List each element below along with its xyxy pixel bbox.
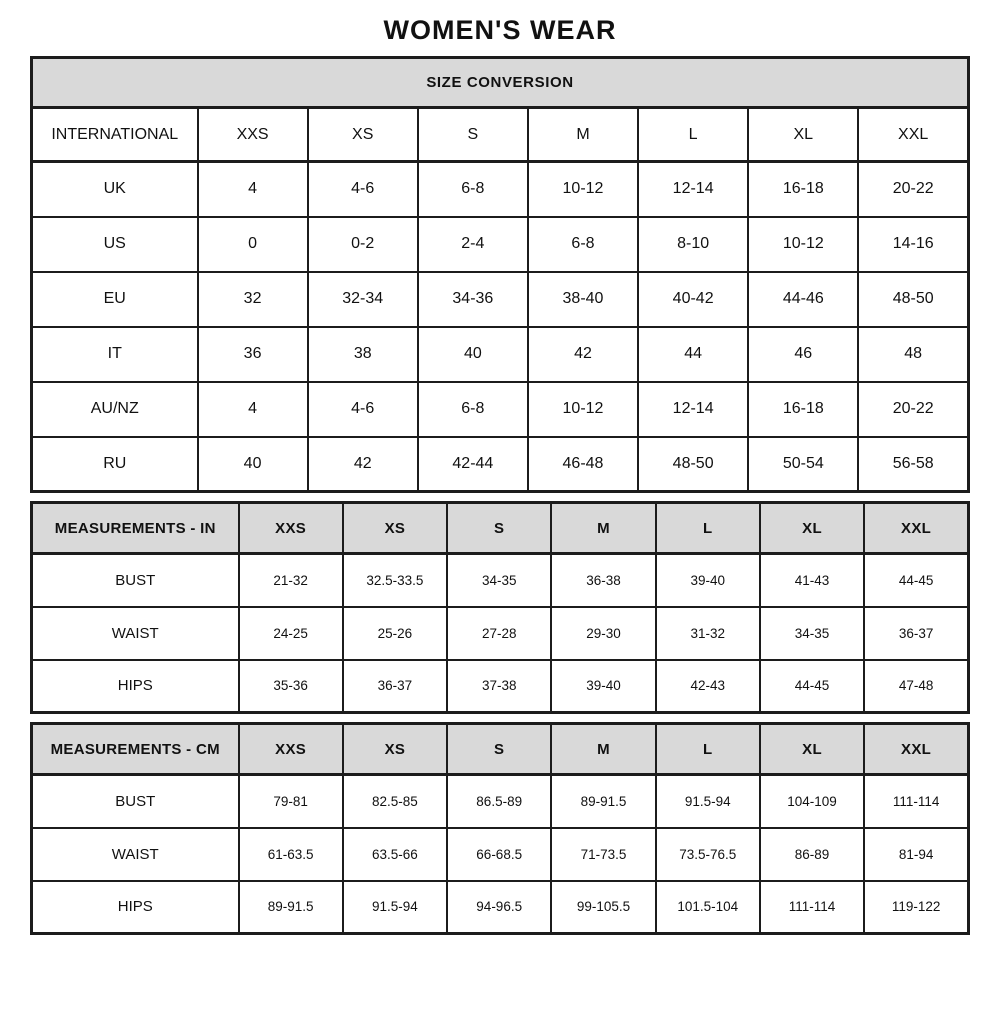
table-cell: 34-36 bbox=[418, 272, 528, 327]
table-cell: 36 bbox=[198, 327, 308, 382]
table-cell: 89-91.5 bbox=[239, 881, 343, 934]
table-cell: 46 bbox=[748, 327, 858, 382]
table-row bbox=[32, 660, 969, 713]
table-cell: 73.5-76.5 bbox=[656, 828, 760, 881]
table-cell: 38 bbox=[308, 327, 418, 382]
size-conversion-columns-row bbox=[32, 108, 969, 162]
table-cell: 41-43 bbox=[760, 554, 864, 607]
table-cell: 61-63.5 bbox=[239, 828, 343, 881]
table-cell: 8-10 bbox=[638, 217, 748, 272]
table-row bbox=[32, 272, 969, 327]
table-cell: 71-73.5 bbox=[551, 828, 655, 881]
table-row bbox=[32, 217, 969, 272]
table-cell: 34-35 bbox=[760, 607, 864, 660]
table-cell: 12-14 bbox=[638, 162, 748, 217]
table-cell: 21-32 bbox=[239, 554, 343, 607]
row-label: UK bbox=[32, 162, 198, 217]
table-cell: 6-8 bbox=[528, 217, 638, 272]
column-header: XS bbox=[308, 108, 418, 162]
table-cell: 36-37 bbox=[343, 660, 447, 713]
table-cell: 20-22 bbox=[858, 382, 968, 437]
size-column-header: XXL bbox=[864, 503, 968, 554]
page-title: WOMEN'S WEAR bbox=[383, 15, 617, 45]
size-column-header: XL bbox=[760, 724, 864, 775]
table-cell: 48-50 bbox=[638, 437, 748, 492]
table-cell: 94-96.5 bbox=[447, 881, 551, 934]
table-cell: 27-28 bbox=[447, 607, 551, 660]
table-cell: 34-35 bbox=[447, 554, 551, 607]
row-label: US bbox=[32, 217, 198, 272]
table-cell: 14-16 bbox=[858, 217, 968, 272]
measurements-in-header-row bbox=[32, 503, 969, 554]
table-cell: 101.5-104 bbox=[656, 881, 760, 934]
table-row bbox=[32, 775, 969, 828]
row-label: AU/NZ bbox=[32, 382, 198, 437]
table-cell: 10-12 bbox=[748, 217, 858, 272]
table-cell: 119-122 bbox=[864, 881, 968, 934]
table-cell: 40-42 bbox=[638, 272, 748, 327]
column-header: S bbox=[418, 108, 528, 162]
table-row bbox=[32, 382, 969, 437]
column-header: XXS bbox=[198, 108, 308, 162]
table-cell: 4 bbox=[198, 382, 308, 437]
table-cell: 4-6 bbox=[308, 162, 418, 217]
table-cell: 111-114 bbox=[864, 775, 968, 828]
measurements-in-table bbox=[30, 501, 970, 714]
size-column-header: XXS bbox=[239, 503, 343, 554]
table-cell: 48 bbox=[858, 327, 968, 382]
size-conversion-header bbox=[32, 58, 969, 162]
column-header: M bbox=[528, 108, 638, 162]
table-cell: 42 bbox=[528, 327, 638, 382]
measurements-cm-header bbox=[32, 724, 969, 775]
row-label: EU bbox=[32, 272, 198, 327]
row-label: HIPS bbox=[32, 660, 239, 713]
row-label: IT bbox=[32, 327, 198, 382]
table-cell: 111-114 bbox=[760, 881, 864, 934]
table-cell: 36-38 bbox=[551, 554, 655, 607]
table-row bbox=[32, 607, 969, 660]
size-column-header: S bbox=[447, 724, 551, 775]
table-cell: 10-12 bbox=[528, 162, 638, 217]
table-cell: 42-44 bbox=[418, 437, 528, 492]
table-row bbox=[32, 437, 969, 492]
measurements-cm-title: MEASUREMENTS - CM bbox=[32, 724, 239, 775]
table-cell: 0 bbox=[198, 217, 308, 272]
measurements-cm-header-row bbox=[32, 724, 969, 775]
table-cell: 39-40 bbox=[551, 660, 655, 713]
table-cell: 47-48 bbox=[864, 660, 968, 713]
table-cell: 37-38 bbox=[447, 660, 551, 713]
table-row bbox=[32, 162, 969, 217]
table-cell: 44-45 bbox=[760, 660, 864, 713]
column-header: INTERNATIONAL bbox=[32, 108, 198, 162]
table-cell: 16-18 bbox=[748, 382, 858, 437]
table-cell: 29-30 bbox=[551, 607, 655, 660]
table-cell: 6-8 bbox=[418, 382, 528, 437]
table-cell: 48-50 bbox=[858, 272, 968, 327]
table-cell: 86-89 bbox=[760, 828, 864, 881]
table-cell: 42 bbox=[308, 437, 418, 492]
size-column-header: M bbox=[551, 724, 655, 775]
table-cell: 46-48 bbox=[528, 437, 638, 492]
size-conversion-body bbox=[32, 162, 969, 492]
size-column-header: M bbox=[551, 503, 655, 554]
size-column-header: XS bbox=[343, 724, 447, 775]
measurements-cm-body bbox=[32, 775, 969, 934]
table-cell: 32-34 bbox=[308, 272, 418, 327]
table-cell: 16-18 bbox=[748, 162, 858, 217]
table-cell: 39-40 bbox=[656, 554, 760, 607]
column-header: XL bbox=[748, 108, 858, 162]
measurements-in-body bbox=[32, 554, 969, 713]
table-cell: 56-58 bbox=[858, 437, 968, 492]
size-conversion-title-row bbox=[32, 58, 969, 108]
table-cell: 44-45 bbox=[864, 554, 968, 607]
table-cell: 40 bbox=[418, 327, 528, 382]
size-column-header: S bbox=[447, 503, 551, 554]
table-cell: 35-36 bbox=[239, 660, 343, 713]
table-cell: 86.5-89 bbox=[447, 775, 551, 828]
table-cell: 4-6 bbox=[308, 382, 418, 437]
table-row bbox=[32, 554, 969, 607]
row-label: BUST bbox=[32, 554, 239, 607]
row-label: HIPS bbox=[32, 881, 239, 934]
table-cell: 99-105.5 bbox=[551, 881, 655, 934]
row-label: WAIST bbox=[32, 828, 239, 881]
table-cell: 82.5-85 bbox=[343, 775, 447, 828]
table-cell: 6-8 bbox=[418, 162, 528, 217]
table-cell: 4 bbox=[198, 162, 308, 217]
table-row bbox=[32, 327, 969, 382]
size-conversion-title: SIZE CONVERSION bbox=[32, 58, 969, 108]
table-cell: 2-4 bbox=[418, 217, 528, 272]
size-conversion-table bbox=[30, 56, 970, 493]
table-row bbox=[32, 881, 969, 934]
table-cell: 79-81 bbox=[239, 775, 343, 828]
table-cell: 50-54 bbox=[748, 437, 858, 492]
table-cell: 32 bbox=[198, 272, 308, 327]
table-cell: 40 bbox=[198, 437, 308, 492]
size-column-header: XS bbox=[343, 503, 447, 554]
measurements-cm-table bbox=[30, 722, 970, 935]
size-column-header: L bbox=[656, 503, 760, 554]
table-cell: 66-68.5 bbox=[447, 828, 551, 881]
table-cell: 81-94 bbox=[864, 828, 968, 881]
table-cell: 38-40 bbox=[528, 272, 638, 327]
table-cell: 25-26 bbox=[343, 607, 447, 660]
table-cell: 44-46 bbox=[748, 272, 858, 327]
table-cell: 63.5-66 bbox=[343, 828, 447, 881]
row-label: WAIST bbox=[32, 607, 239, 660]
table-cell: 31-32 bbox=[656, 607, 760, 660]
table-cell: 0-2 bbox=[308, 217, 418, 272]
table-cell: 89-91.5 bbox=[551, 775, 655, 828]
size-column-header: XL bbox=[760, 503, 864, 554]
column-header: L bbox=[638, 108, 748, 162]
table-cell: 36-37 bbox=[864, 607, 968, 660]
table-cell: 10-12 bbox=[528, 382, 638, 437]
table-cell: 12-14 bbox=[638, 382, 748, 437]
table-cell: 44 bbox=[638, 327, 748, 382]
measurements-in-title: MEASUREMENTS - IN bbox=[32, 503, 239, 554]
size-column-header: XXL bbox=[864, 724, 968, 775]
size-column-header: L bbox=[656, 724, 760, 775]
measurements-in-header bbox=[32, 503, 969, 554]
column-header: XXL bbox=[858, 108, 968, 162]
table-cell: 32.5-33.5 bbox=[343, 554, 447, 607]
table-cell: 20-22 bbox=[858, 162, 968, 217]
table-cell: 104-109 bbox=[760, 775, 864, 828]
table-row bbox=[32, 828, 969, 881]
row-label: BUST bbox=[32, 775, 239, 828]
table-cell: 42-43 bbox=[656, 660, 760, 713]
table-cell: 24-25 bbox=[239, 607, 343, 660]
size-column-header: XXS bbox=[239, 724, 343, 775]
table-cell: 91.5-94 bbox=[343, 881, 447, 934]
table-cell: 91.5-94 bbox=[656, 775, 760, 828]
row-label: RU bbox=[32, 437, 198, 492]
